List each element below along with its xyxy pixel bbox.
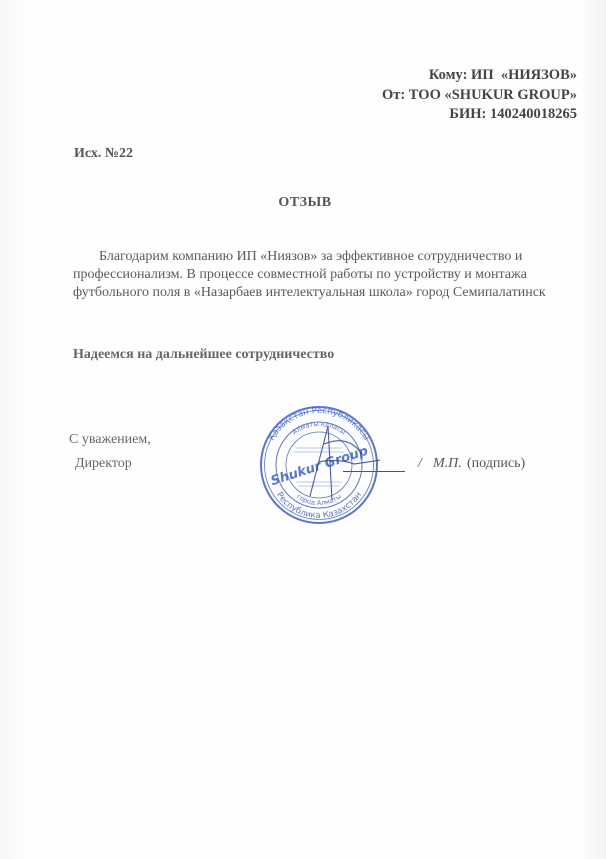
seal-outer-top-text: Қазақстан Республикасы — [266, 405, 372, 443]
closing-hope-line: Надеемся на дальнейшее сотрудничество — [73, 347, 335, 362]
recipient-line: Кому: ИП «НИЯЗОВ» — [428, 67, 577, 83]
body-line-3: футбольного поля в «Назарбаев интелектуальная школа» город Семипалатинск — [73, 285, 546, 300]
seal-outer-bottom-text: Республика Казахстан — [273, 490, 365, 522]
signature-slash: / — [418, 456, 422, 471]
addressee-block — [382, 66, 577, 125]
letter-body — [73, 248, 583, 302]
director-title: Директор — [75, 456, 132, 471]
outgoing-number: Исх. №22 — [74, 146, 133, 161]
body-line-1: Благодарим компанию ИП «Ниязов» за эффективное сотрудничество и — [99, 249, 523, 264]
bin-line: БИН: 140240018265 — [449, 106, 577, 122]
seal-city-top-text: Алматы қаласы — [290, 419, 348, 437]
document-title: ОТЗЫВ — [278, 195, 332, 210]
body-line-2: профессионализм. В процессе совместной работы по устройству и монтажа — [73, 267, 527, 282]
sender-line: От: ТОО «SHUKUR GROUP» — [381, 86, 577, 103]
company-seal-stamp — [258, 404, 380, 526]
regards-text: С уважением, — [69, 432, 151, 447]
seal-city-bottom-text: город Алматы — [295, 492, 343, 508]
signature-note: (подпись) — [467, 456, 526, 471]
seal-place-label: М.П. — [433, 456, 462, 471]
seal-company-name: Shukur Group — [268, 443, 370, 490]
